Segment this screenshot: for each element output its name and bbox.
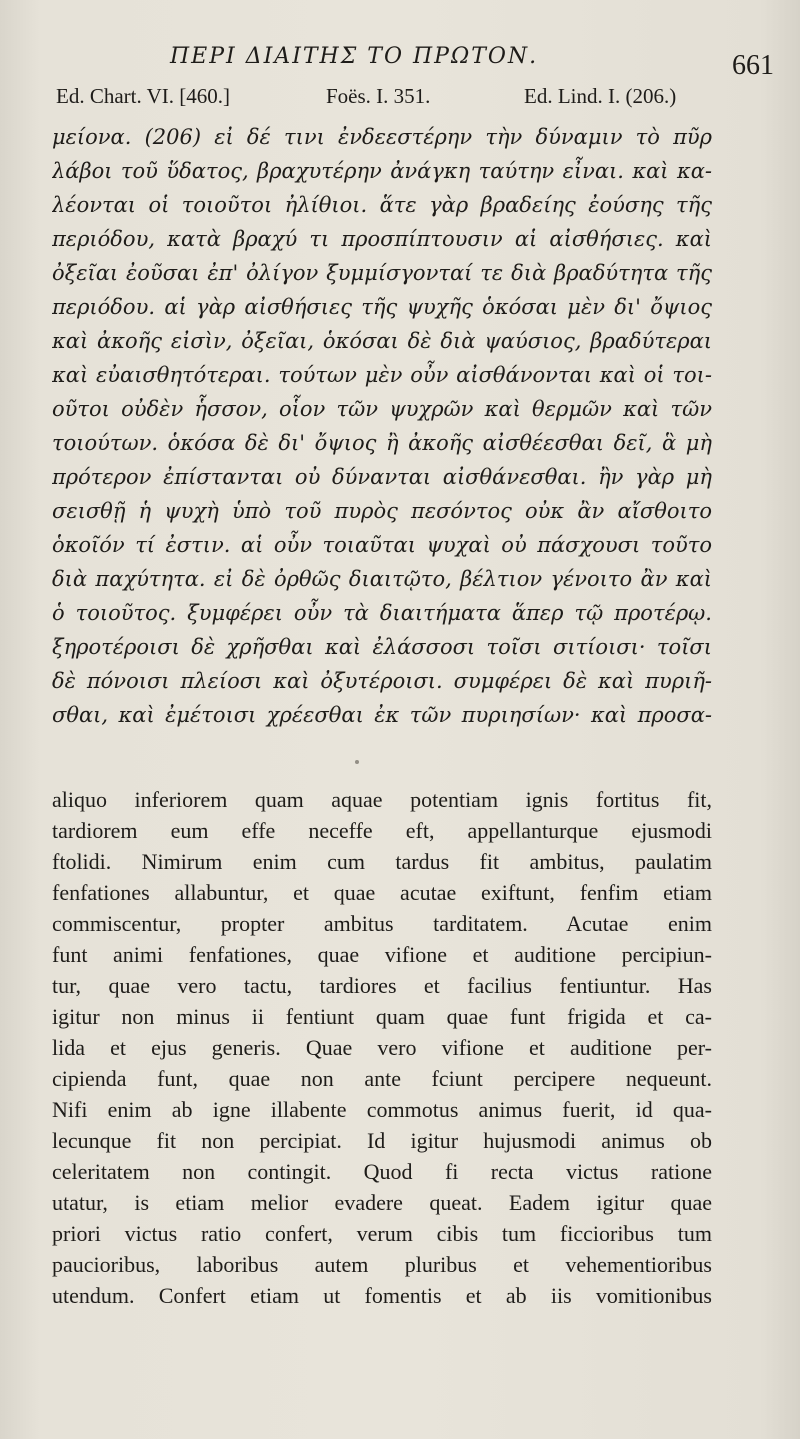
greek-line: καὶ εὐαισθητότεραι. τούτων μὲν οὖν αἰσθάνονται καὶ οἱ τοι- — [52, 363, 712, 387]
greek-line: ὁ τοιοῦτος. ξυμφέρει οὖν τὰ διαιτήματα ἅπερ τῷ προτέρῳ. — [52, 601, 712, 625]
latin-line: lecunque fit non percipiat. Id igitur hujusmodi animus ob — [52, 1128, 712, 1153]
latin-line: commiscentur, propter ambitus tarditatem. Acutae enim — [52, 911, 712, 936]
edition-ref-chartier: Ed. Chart. VI. [460.] — [56, 84, 230, 108]
greek-line: δὲ πόνοισι πλείοσι καὶ ὀξυτέροισι. συμφέρει δὲ καὶ πυριῆ- — [52, 669, 712, 693]
latin-line: celeritatem non contingit. Quod fi recta victus ratione — [52, 1159, 712, 1184]
latin-line: tardiorem eum effe neceffe eft, appellanturque ejusmodi — [52, 818, 712, 843]
greek-line: μείονα. (206) εἰ δέ τινι ἐνδεεστέρην τὴν δύναμιν τὸ πῦρ — [52, 125, 712, 149]
edition-ref-foesius: Foës. I. 351. — [326, 84, 431, 108]
greek-line: ὁκοῖόν τί ἐστιν. αἱ οὖν τοιαῦται ψυχαὶ οὐ πάσχουσι τοῦτο — [52, 533, 712, 557]
latin-line: utatur, is etiam melior evadere queat. Eadem igitur quae — [52, 1190, 712, 1215]
greek-text — [52, 120, 712, 732]
ink-spot — [355, 760, 359, 764]
latin-line: tur, quae vero tactu, tardiores et facilius fentiuntur. Has — [52, 973, 712, 998]
latin-line: utendum. Confert etiam ut fomentis et ab iis vomitionibus — [52, 1283, 712, 1308]
running-title: ΠΕΡΙ ΔΙΑΙΤΗΣ ΤΟ ΠΡΩΤΟΝ. — [170, 44, 539, 69]
edition-ref-linden: Ed. Lind. I. (206.) — [524, 84, 677, 108]
greek-line: τοιούτων. ὁκόσα δὲ δι' ὄψιος ἢ ἀκοῆς αἰσθέεσθαι δεῖ, ἃ μὴ — [52, 431, 712, 455]
latin-line: ftolidi. Nimirum enim cum tardus fit ambitus, paulatim — [52, 849, 712, 874]
greek-line: πρότερον ἐπίστανται οὐ δύνανται αἰσθάνεσθαι. ἢν γὰρ μὴ — [52, 465, 712, 489]
edition-references — [56, 84, 716, 114]
greek-line: ὀξεῖαι ἐοῦσαι ἐπ' ὀλίγον ξυμμίσγονταί τε διὰ βραδύτητα τῆς — [52, 261, 712, 285]
latin-line: aliquo inferiorem quam aquae potentiam ignis fortitus fit, — [52, 787, 712, 812]
greek-line: καὶ ἀκοῆς εἰσὶν, ὀξεῖαι, ὁκόσαι δὲ διὰ ψαύσιος, βραδύτεραι — [52, 329, 712, 353]
greek-line: σεισθῇ ἡ ψυχὴ ὑπὸ τοῦ πυρὸς πεσόντος οὐκ ἂν αἴσθοιτο — [52, 499, 712, 523]
greek-line: ξηροτέροισι δὲ χρῆσθαι καὶ ἐλάσσοσι τοῖσι σιτίοισι· τοῖσι — [52, 635, 712, 659]
greek-line: περιόδου, κατὰ βραχύ τι προσπίπτουσιν αἱ αἰσθήσιες. καὶ — [52, 227, 712, 251]
greek-line: διὰ παχύτητα. εἰ δὲ ὀρθῶς διαιτῷτο, βέλτιον γένοιτο ἂν καὶ — [52, 567, 712, 591]
latin-translation — [52, 784, 712, 1311]
running-head — [0, 40, 800, 80]
latin-line: lida et ejus generis. Quae vero vifione et auditione per- — [52, 1035, 712, 1060]
greek-line: σθαι, καὶ ἐμέτοισι χρέεσθαι ἐκ τῶν πυριησίων· καὶ προσα- — [52, 703, 712, 727]
latin-line: paucioribus, laboribus autem pluribus et vehementioribus — [52, 1252, 712, 1277]
latin-line: funt animi fenfationes, quae vifione et auditione percipiun- — [52, 942, 712, 967]
greek-line: λέονται οἱ τοιοῦτοι ἠλίθιοι. ἅτε γὰρ βραδείης ἐούσης τῆς — [52, 193, 712, 217]
page-number: 661 — [732, 50, 774, 81]
latin-line: fenfationes allabuntur, et quae acutae exiftunt, fenfim etiam — [52, 880, 712, 905]
latin-line: igitur non minus ii fentiunt quam quae funt frigida et ca- — [52, 1004, 712, 1029]
latin-line: cipienda funt, quae non ante fciunt percipere nequeunt. — [52, 1066, 712, 1091]
greek-line: περιόδου. αἱ γὰρ αἰσθήσιες τῆς ψυχῆς ὁκόσαι μὲν δι' ὄψιος — [52, 295, 712, 319]
latin-line: priori victus ratio confert, verum cibis tum ficcioribus tum — [52, 1221, 712, 1246]
greek-line: οῦτοι οὐδὲν ἧσσον, οἷον τῶν ψυχρῶν καὶ θερμῶν καὶ τῶν — [52, 397, 712, 421]
latin-line: Nifi enim ab igne illabente commotus animus fuerit, id qua- — [52, 1097, 712, 1122]
greek-line: λάβοι τοῦ ὕδατος, βραχυτέρην ἀνάγκη ταύτην εἶναι. καὶ κα- — [52, 159, 712, 183]
